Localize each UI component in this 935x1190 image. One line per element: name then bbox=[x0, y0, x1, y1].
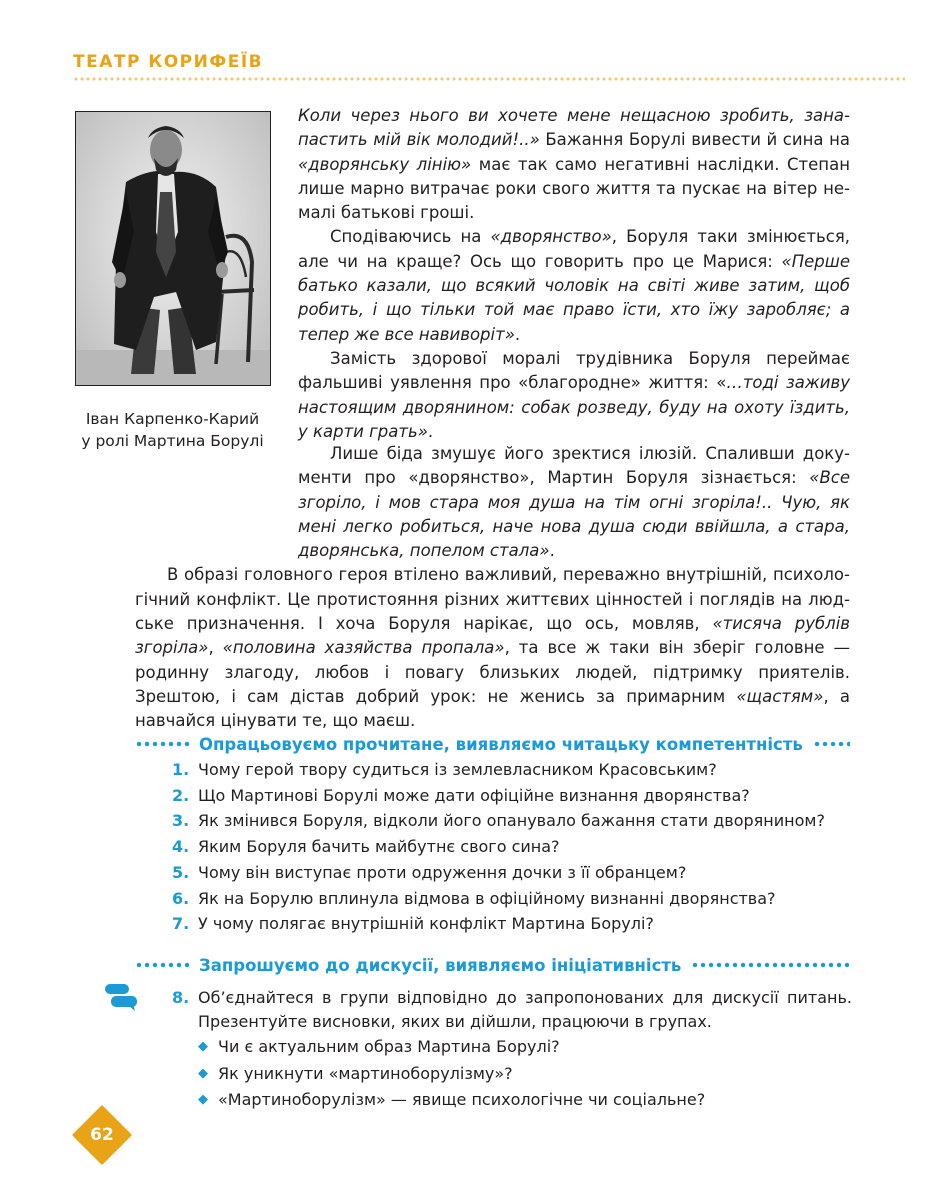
paragraph bbox=[298, 225, 850, 346]
dotted-rule bbox=[135, 741, 191, 747]
quote: «половина хазяйства пропала» bbox=[222, 638, 505, 658]
section-heading-discussion bbox=[135, 954, 850, 976]
question-number: 1. bbox=[172, 760, 190, 779]
text-column-upper bbox=[298, 104, 850, 444]
question-text: Об’єднайтеся в групи відповідно до запропонованих для дискусії питань. Презентуйте висновки, яких ви дійшли, працюючи в групах. bbox=[198, 988, 852, 1031]
question-item bbox=[172, 834, 852, 860]
question-number: 3. bbox=[172, 811, 190, 831]
caption-line-1: Іван Карпенко-Карий bbox=[85, 410, 260, 428]
question-8 bbox=[172, 986, 852, 1034]
quote: …тоді заживу настоящим дворянином: собак розведу, буду на охоту їздить, у карти грать» bbox=[298, 373, 850, 441]
question-list bbox=[172, 757, 852, 937]
question-number: 5. bbox=[172, 862, 190, 882]
discussion-topic bbox=[198, 1034, 705, 1061]
text-run: Лише біда змушує його зректися ілюзій. Спаливши документи про «дворянство», Мартин Боруля зізнається: bbox=[298, 444, 850, 488]
dotted-rule bbox=[135, 962, 191, 968]
question-text: Яким Боруля бачить майбутнє свого сина? bbox=[198, 837, 560, 857]
portrait-photo bbox=[75, 111, 271, 386]
quote: «дворянську лінію» bbox=[298, 154, 472, 174]
text-run: Замість здорової моралі трудівника Боруля переймає фальшиві уявлення про «благородне» життя: « bbox=[298, 348, 850, 393]
quote: «дворянство» bbox=[490, 227, 612, 247]
quote: «Перше батько казали, що всякий чоловік на світі живе затим, щоб робить, і що тільки той має право їсти, хто їжу заробляє; а тепер же все навиворіт» bbox=[298, 251, 850, 344]
page-number: 62 bbox=[90, 1125, 114, 1145]
question-text: Що Мартинові Борулі може дати офіційне визнання дворянства? bbox=[198, 785, 750, 805]
question-text: Як на Борулю вплинула відмова в офіційному визнанні дворянства? bbox=[198, 888, 776, 908]
diamond-bullet-icon: ◆ bbox=[198, 1039, 208, 1054]
question-item bbox=[172, 757, 852, 783]
caption-line-2: у ролі Мартина Борулі bbox=[81, 432, 264, 450]
discussion-topics bbox=[198, 1034, 705, 1114]
quote: «Все згоріло, і мов стара моя душа на тім огні згоріла!.. Чую, як мені легко робиться, наче нова душа сюди ввійшла, а стара, дворянська, попелом стала» bbox=[298, 468, 850, 561]
text-run: , та все ж таки він зберіг головне — родинну злагоду, любов і повагу близьких людей, підтримку приятелів. Зрештою, і сам дістав добрий урок: не женись за примарним bbox=[135, 638, 850, 706]
text-run: . bbox=[549, 541, 555, 561]
question-number: 2. bbox=[172, 785, 190, 805]
dotted-rule bbox=[813, 741, 850, 747]
diamond-bullet-icon: ◆ bbox=[198, 1092, 208, 1107]
text-run: В образі головного героя втілено важливий, переважно внутрішній, психологічний конфлікт. Це протистояння різних життєвих цінностей і поглядів на людське призначення. І хоча Боруля нарікає, що ось, мовляв, bbox=[135, 565, 850, 634]
question-item bbox=[172, 886, 852, 912]
discussion-topic bbox=[198, 1061, 705, 1088]
header-dotted-rule bbox=[73, 77, 905, 81]
dotted-rule bbox=[691, 962, 850, 968]
question-item bbox=[172, 911, 852, 937]
question-number: 7. bbox=[172, 914, 190, 934]
discussion-topic bbox=[198, 1087, 705, 1114]
section-heading-reading bbox=[135, 733, 850, 755]
question-item bbox=[172, 783, 852, 809]
topic-text: Чи є актуальним образ Мартина Борулі? bbox=[218, 1037, 560, 1056]
paragraph bbox=[298, 442, 850, 563]
paragraph bbox=[298, 347, 850, 444]
speech-bubbles-icon bbox=[103, 982, 139, 1012]
text-run: має так само негативні наслідки. Степан лише марно витрачає роки свого життя та пускає на вітер немалі батькові гроші. bbox=[298, 154, 850, 223]
text-run: , а навчайся цінувати те, що маєш. bbox=[135, 686, 850, 731]
paragraph bbox=[298, 104, 850, 225]
question-item bbox=[172, 808, 852, 834]
quote: «тисяча рублів згоріла» bbox=[135, 614, 851, 658]
text-run: Бажання Борулі вивести й сина на bbox=[539, 130, 850, 150]
text-run: , Боруля таки змінюється, але чи на краще? Ось що говорить про це Марися: bbox=[298, 227, 850, 271]
text-run: . bbox=[427, 421, 434, 441]
text-run: , bbox=[208, 638, 223, 658]
question-number: 8. bbox=[172, 988, 190, 1007]
quote: Коли через нього ви хочете мене нещасною зробить, занапастить мій вік молодий!..» bbox=[298, 106, 850, 150]
topic-text: «Мартиноборулізм» — явище психологічне чи соціальне? bbox=[218, 1090, 706, 1109]
question-text: Як змінився Боруля, відколи його опанувало бажання стати дворянином? bbox=[198, 811, 825, 831]
question-text: Чому він виступає проти одруження дочки з її обранцем? bbox=[198, 862, 687, 882]
diamond-bullet-icon: ◆ bbox=[198, 1065, 208, 1081]
text-run: Сподіваючись на bbox=[330, 227, 491, 247]
running-header: ТЕАТР КОРИФЕЇВ bbox=[73, 52, 264, 72]
paragraph bbox=[135, 563, 850, 733]
section-title: Запрошуємо до дискусії, виявляємо ініціативність bbox=[199, 955, 682, 975]
section-title: Опрацьовуємо прочитане, виявляємо читацьку компетентність bbox=[199, 734, 803, 754]
quote: «щастям» bbox=[736, 686, 824, 706]
text-column-lower bbox=[135, 442, 850, 734]
question-text: У чому полягає внутрішній конфлікт Мартина Борулі? bbox=[198, 914, 654, 934]
question-text: Чому герой твору судиться із землевласником Красовським? bbox=[198, 760, 717, 779]
topic-text: Як уникнути «мартиноборулізму»? bbox=[218, 1063, 513, 1083]
question-item bbox=[172, 860, 852, 886]
text-run: . bbox=[514, 324, 521, 344]
question-number: 4. bbox=[172, 837, 190, 857]
question-number: 6. bbox=[172, 888, 190, 908]
